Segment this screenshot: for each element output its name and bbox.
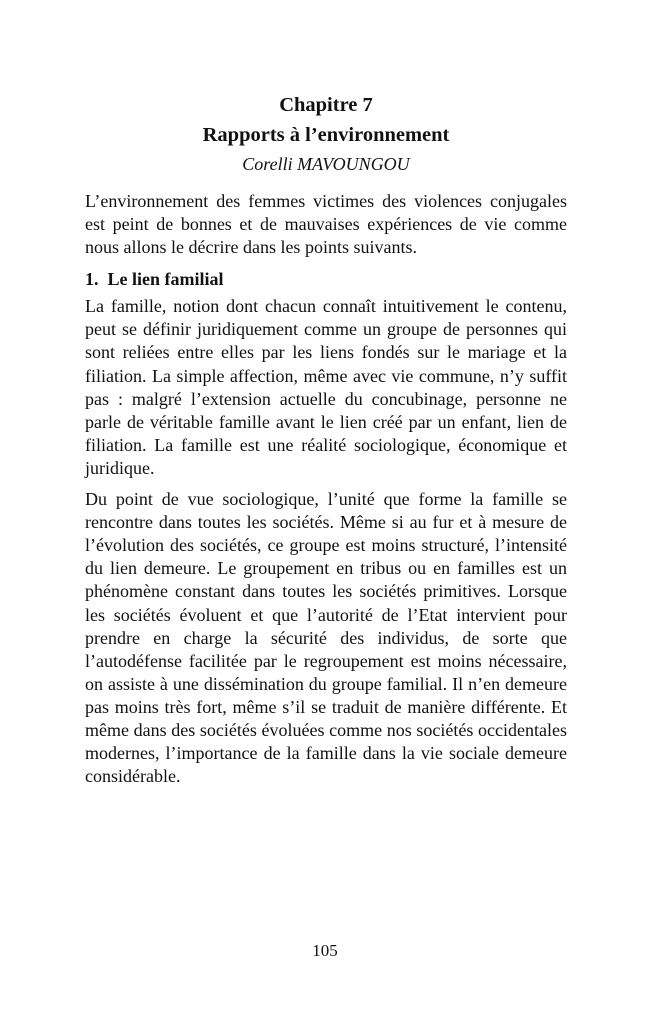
chapter-author: Corelli MAVOUNGOU bbox=[242, 154, 410, 174]
intro-paragraph: L’environnement des femmes victimes des violences conjugales est peint de bonnes et de mauvaises expériences de vie comme nous allons le décrire dans les points suivants. bbox=[85, 191, 567, 258]
chapter-number: Chapitre 7 bbox=[279, 94, 373, 116]
chapter-header bbox=[85, 90, 567, 178]
section-paragraph-1: La famille, notion dont chacun connaît intuitivement le contenu, peut se définir juridiquement comme un groupe de personnes qui sont reliées entre elles par les liens fondés sur le mariage et la filiation. La simple affection, même avec vie commune, n’y suffit pas : malgré l’extension actuelle du concubinage, personne ne parle de véritable famille avant le lien créé par un enfant, lien de filiation. La famille est une réalité sociologique, économique et juridique. bbox=[85, 296, 567, 478]
page-body bbox=[85, 90, 567, 796]
chapter-title: Rapports à l’environnement bbox=[202, 124, 450, 146]
section-paragraph-2: Du point de vue sociologique, l’unité que forme la famille se rencontre dans toutes les sociétés. Même si au fur et à mesure de l’évolution des sociétés, ce groupe est moins structuré, l’intensité du lien demeure. Le groupement en tribus ou en familles est un phénomène constant dans toutes les sociétés primitives. Lorsque les sociétés évoluent et que l’autorité de l’Etat intervient pour prendre en charge la sécurité des individus, de sorte que l’autodéfense facilitée par le regroupement est moins nécessaire, on assiste à une dissémination du groupe familial. Il n’en demeure pas moins très fort, même s’il se traduit de manière différente. Et même dans des sociétés évoluées comme nos sociétés occidentales modernes, l’importance de la famille dans la vie sociale demeure considérable. bbox=[85, 489, 567, 787]
section-heading: 1. Le lien familial bbox=[85, 269, 224, 290]
page-number: 105 bbox=[312, 941, 338, 960]
